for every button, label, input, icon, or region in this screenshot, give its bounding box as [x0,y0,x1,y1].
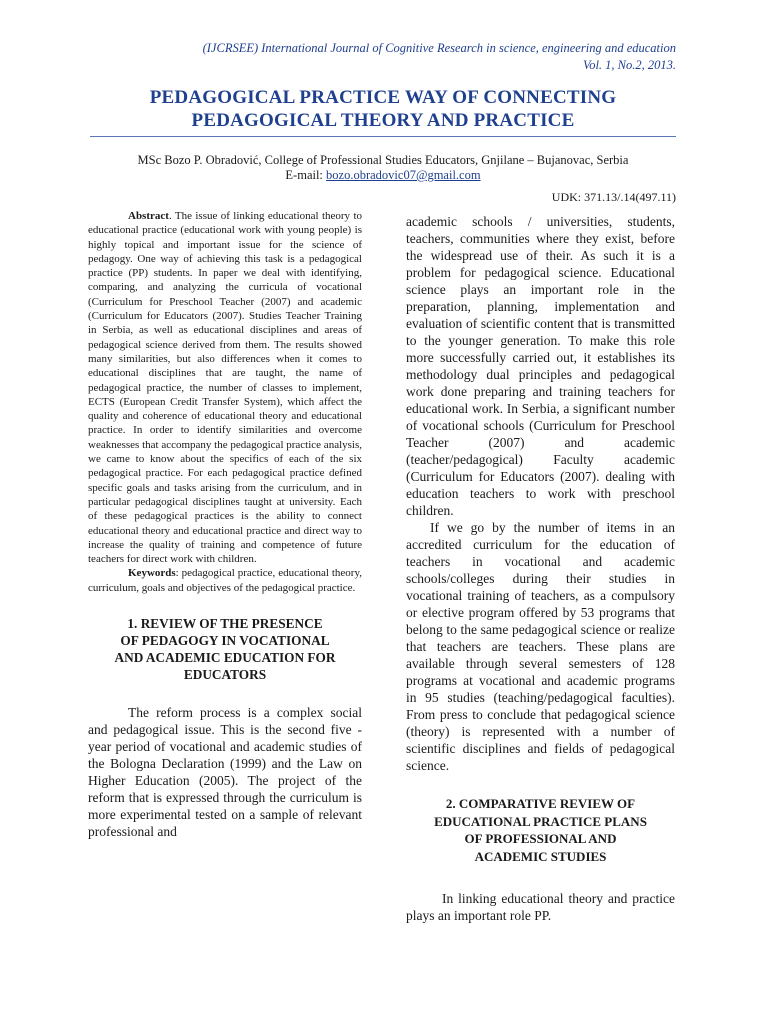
journal-volume: Vol. 1, No.2, 2013. [582,58,676,72]
section-2-heading-line-3: OF PROFESSIONAL AND [464,831,617,846]
email-link[interactable]: bozo.obradovic07@gmail.com [326,168,481,182]
author-block [90,153,676,183]
section-1-paragraph: The reform process is a complex social and pedagogical issue. This is the second five - year period of vocational and academic studies of the Bologna Declaration (1999) and the Law on Higher Education (2005). The project of the reform that is expressed through the curriculum is more experimental tested on a sample of relevant professional and [88,705,362,840]
section-1-heading-line-2: OF PEDAGOGY IN VOCATIONAL [120,633,330,649]
author-affiliation: MSc Bozo P. Obradović, College of Professional Studies Educators, Gnjilane – Bujanovac, Serbia [137,153,629,167]
section-1-heading-line-3: AND ACADEMIC EDUCATION FOR [114,650,336,666]
title-line-1: PEDAGOGICAL PRACTICE WAY OF CONNECTING [149,87,617,108]
author-email-line [90,168,676,183]
right-column-paragraph-1: academic schools / universities, students, teachers, communities where they exist, before the widespread use of their. As such it is a problem for pedagogical science. Educational science plays an important role in the preparation, planning, implementation and evaluation of scientific content that is transmitted to the younger generation. To make this role more successfully carried out, it establishes its methodology dual principles and pedagogical work done preparing and training teachers for educational work. In Serbia, a significant number of vocational schools (Curriculum for Preschool Teacher (2007) and academic (teacher/pedagogical) Faculty academic (Curriculum for Educators (2007). dealing with education teachers to work with preschool children. [406,214,675,518]
keywords-paragraph [88,566,362,595]
section-2-paragraph: In linking educational theory and practice plays an important role PP. [406,891,675,923]
title-divider [90,136,676,137]
keywords-text: : pedagogical practice, educational theory, curriculum, goals and objectives of the pedagogical practice. [88,567,362,594]
right-column [406,213,675,924]
section-1-heading [88,615,362,683]
journal-header [90,40,676,74]
section-2-heading [406,795,675,865]
section-2-heading-line-2: EDUCATIONAL PRACTICE PLANS [434,813,647,829]
title-line-2: PEDAGOGICAL THEORY AND PRACTICE [191,110,575,131]
section-2-heading-line-4: ACADEMIC STUDIES [474,848,607,864]
section-1-heading-line-4: EDUCATORS [183,667,267,683]
email-label: E-mail: [285,168,327,182]
abstract-label: Abstract [128,210,169,222]
journal-name: (IJCRSEE) International Journal of Cognitive Research in science, engineering and education [202,41,676,55]
abstract-text: . The issue of linking educational theory to educational practice (educational work with young people) is highly topical and important issue for the science of pedagogy. One way of achieving this task is a pedagogical practice (PP) students. In paper we deal with identifying, comparing, and analyzing the curricula of vocational (Curriculum for Preschool Teacher (2007) and academic (Curriculum for Educators (2007). Studies Teacher Training in Serbia, as well as educational disciplines and areas of pedagogical science derived from them. The results showed many similarities, but also differences when it comes to educational disciplines that are taught, the name of pedagogical practice, the number of classes to implement, ECTS (European Credit Transfer System), which affect the quality and coherence of educational theory and educational practice. In order to identify similarities and overcome weaknesses that accompany the pedagogical practice analysis, we came to know about the specifics of each of the six pedagogical practice. For each pedagogical practice defined specific goals and tasks arising from the curriculum, and in particular pedagogical disciplines taught at university. Each of these pedagogical practices is the ability to connect educational theory and educational practice and direct way to increase the quality of training and competence of future teachers for direct work with children. [88,210,362,566]
section-2-heading-line-1: 2. COMPARATIVE REVIEW OF [445,796,636,811]
abstract-paragraph [88,209,362,566]
left-column [88,209,362,840]
right-column-paragraph-2: If we go by the number of items in an accredited curriculum for the education of teachers in vocational and academic schools/colleges during their studies in vocational training of teachers, as a compulsory or elective program offered by 53 programs that belong to the same pedagogical science or realize that teachers are teachers. These plans are available through several semesters of 128 programs at vocational and academic programs in 95 studies (teaching/pedagogical faculties). From press to conclude that pedagogical science (theory) is represented with a number of scientific disciplines and fields of pedagogical science. [406,520,675,773]
keywords-label: Keywords [128,567,176,580]
udk-code: UDK: 371.13/.14(497.11) [551,190,676,204]
section-1-heading-line-1: 1. REVIEW OF THE PRESENCE [127,616,323,632]
paper-title [90,86,676,132]
